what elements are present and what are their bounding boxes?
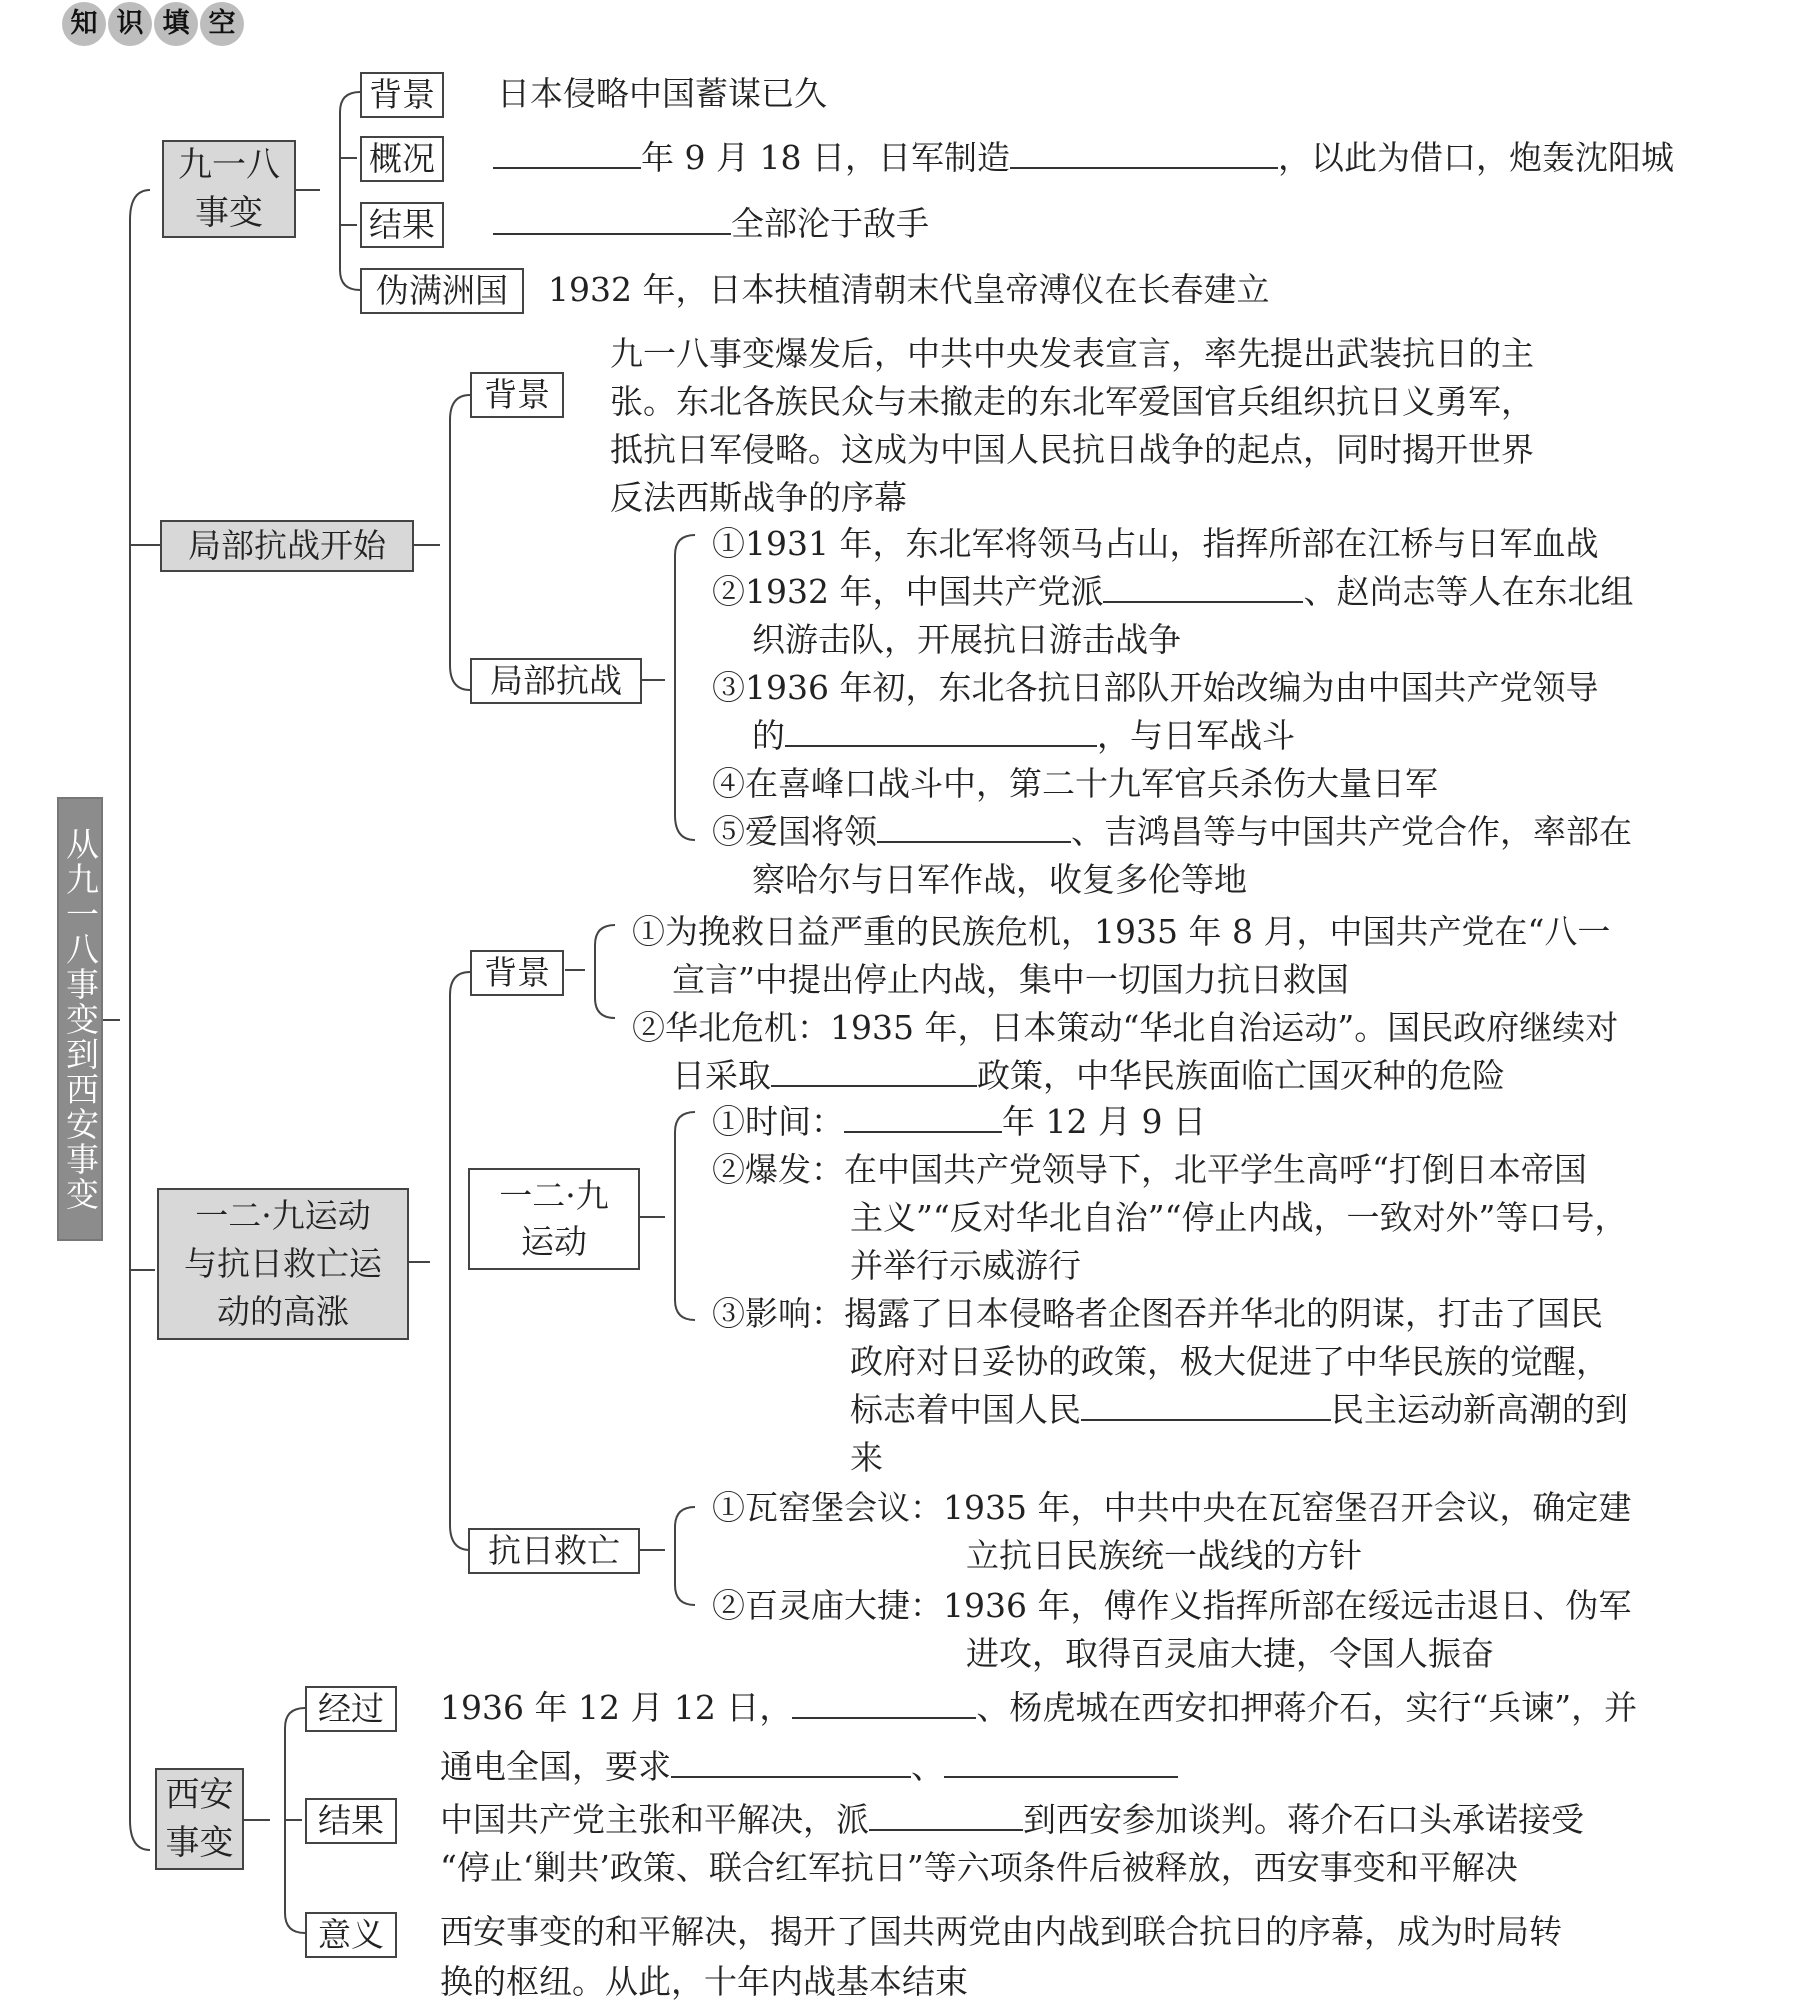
label-129-movement: 一二·九 运动 bbox=[468, 1168, 640, 1270]
label-result: 结果 bbox=[360, 202, 444, 248]
list-item-cont: 标志着中国人民 民主运动新高潮的到 bbox=[850, 1390, 1628, 1429]
label-process: 经过 bbox=[305, 1686, 397, 1732]
list-item: ③1936 年初，东北各抗日部队开始改编为由中国共产党领导 bbox=[712, 668, 1599, 707]
text-significance-cont: 换的枢纽。从此，十年内战基本结束 bbox=[440, 1962, 968, 2001]
label-result: 结果 bbox=[305, 1798, 397, 1844]
text-background-line: 抵抗日军侵略。这成为中国人民抗日战争的起点，同时揭开世界 bbox=[610, 430, 1534, 469]
label-background: 背景 bbox=[360, 72, 444, 118]
badge-char: 知 bbox=[62, 2, 106, 46]
list-item: ④在喜峰口战斗中，第二十九军官兵杀伤大量日军 bbox=[712, 764, 1438, 803]
list-item: ②爆发：在中国共产党领导下，北平学生高呼“打倒日本帝国 bbox=[712, 1150, 1587, 1189]
text-background-line: 反法西斯战争的序幕 bbox=[610, 478, 907, 517]
text-result-cont: “停止‘剿共’政策、联合红军抗日”等六项条件后被释放，西安事变和平解决 bbox=[440, 1848, 1518, 1887]
label-background: 背景 bbox=[470, 372, 564, 418]
text-process-cont: 通电全国，要求 、 bbox=[440, 1743, 1178, 1790]
text-background-line: 张。东北各族民众与未撤走的东北军爱国官兵组织抗日义勇军， bbox=[610, 382, 1534, 421]
label-puppet-state: 伪满洲国 bbox=[360, 268, 524, 314]
label-background: 背景 bbox=[470, 950, 564, 996]
list-item-cont: 宣言”中提出停止内战，集中一切国力抗日救国 bbox=[672, 960, 1349, 999]
list-item-cont: 并举行示威游行 bbox=[850, 1246, 1081, 1285]
topic-box-xian-incident: 西安 事变 bbox=[155, 1768, 244, 1870]
list-item: ②百灵庙大捷：1936 年，傅作义指挥所部在绥远击退日、伪军 bbox=[712, 1586, 1632, 1625]
list-item-cont: 立抗日民族统一战线的方针 bbox=[966, 1536, 1362, 1575]
text-result: 全部沦于敌手 bbox=[493, 200, 929, 247]
fill-blank[interactable] bbox=[869, 1828, 1023, 1831]
list-item-cont: 主义”“反对华北自治”“停止内战，一致对外”等口号， bbox=[850, 1198, 1628, 1237]
fill-blank[interactable] bbox=[944, 1775, 1178, 1778]
badge-char: 填 bbox=[154, 2, 198, 46]
fill-blank[interactable] bbox=[1081, 1418, 1331, 1421]
text-background: 日本侵略中国蓄谋已久 bbox=[497, 74, 827, 113]
label-local-war: 局部抗战 bbox=[470, 658, 642, 704]
fill-blank[interactable] bbox=[785, 744, 1097, 747]
fill-blank[interactable] bbox=[844, 1130, 1002, 1133]
list-item: ①时间： 年 12 月 9 日 bbox=[712, 1102, 1206, 1141]
list-item-cont: 察哈尔与日军作战，收复多伦等地 bbox=[752, 860, 1247, 899]
main-title: 从九一八事变到西安事变 bbox=[57, 797, 103, 1241]
badge-char: 空 bbox=[200, 2, 244, 46]
fill-blank[interactable] bbox=[771, 1084, 977, 1087]
text-result: 中国共产党主张和平解决，派 到西安参加谈判。蒋介石口头承诺接受 bbox=[440, 1800, 1584, 1839]
list-item: ①1931 年，东北军将领马占山，指挥所部在江桥与日军血战 bbox=[712, 524, 1599, 563]
topic-box-local-war: 局部抗战开始 bbox=[160, 520, 414, 572]
list-item-cont: 进攻，取得百灵庙大捷，令国人振奋 bbox=[966, 1634, 1494, 1673]
label-overview: 概况 bbox=[360, 136, 444, 182]
text-significance: 西安事变的和平解决，揭开了国共两党由内战到联合抗日的序幕，成为时局转 bbox=[440, 1912, 1562, 1951]
list-item-cont: 来 bbox=[850, 1438, 883, 1477]
fill-blank[interactable] bbox=[493, 166, 641, 169]
list-item: ①瓦窑堡会议：1935 年，中共中央在瓦窑堡召开会议，确定建 bbox=[712, 1488, 1632, 1527]
badge-char: 识 bbox=[108, 2, 152, 46]
topic-box-129-movement: 一二·九运动 与抗日救亡运 动的高涨 bbox=[157, 1188, 409, 1340]
fill-blank[interactable] bbox=[1103, 600, 1303, 603]
list-item-cont: 的 ，与日军战斗 bbox=[752, 716, 1295, 755]
fill-blank[interactable] bbox=[792, 1716, 976, 1719]
list-item: ③影响：揭露了日本侵略者企图吞并华北的阴谋，打击了国民 bbox=[712, 1294, 1603, 1333]
fill-blank[interactable] bbox=[877, 840, 1071, 843]
list-item-cont: 政府对日妥协的政策，极大促进了中华民族的觉醒， bbox=[850, 1342, 1609, 1381]
fill-blank[interactable] bbox=[493, 232, 731, 235]
list-item-cont: 织游击队，开展抗日游击战争 bbox=[752, 620, 1181, 659]
list-item: ⑤爱国将领 、吉鸿昌等与中国共产党合作，率部在 bbox=[712, 812, 1632, 851]
list-item-cont: 日采取 政策，中华民族面临亡国灭种的危险 bbox=[672, 1056, 1505, 1095]
list-item: ②华北危机：1935 年，日本策动“华北自治运动”。国民政府继续对 bbox=[632, 1008, 1619, 1047]
text-overview: 年 9 月 18 日，日军制造 ，以此为借口，炮轰沈阳城 bbox=[493, 134, 1674, 181]
text-background-line: 九一八事变爆发后，中共中央发表宣言，率先提出武装抗日的主 bbox=[610, 334, 1534, 373]
section-badge bbox=[62, 2, 244, 46]
label-resistance: 抗日救亡 bbox=[468, 1528, 640, 1574]
list-item: ①为挽救日益严重的民族危机，1935 年 8 月，中国共产党在“八一 bbox=[632, 912, 1611, 951]
list-item: ②1932 年，中国共产党派 、赵尚志等人在东北组 bbox=[712, 572, 1634, 611]
fill-blank[interactable] bbox=[1010, 166, 1278, 169]
text-puppet-state: 1932 年，日本扶植清朝末代皇帝溥仪在长春建立 bbox=[548, 270, 1270, 309]
fill-blank[interactable] bbox=[671, 1775, 911, 1778]
text-process: 1936 年 12 月 12 日， 、杨虎城在西安扣押蒋介石，实行“兵谏”，并 bbox=[440, 1688, 1638, 1727]
label-significance: 意义 bbox=[305, 1912, 397, 1958]
topic-box-918: 九一八 事变 bbox=[162, 140, 296, 238]
